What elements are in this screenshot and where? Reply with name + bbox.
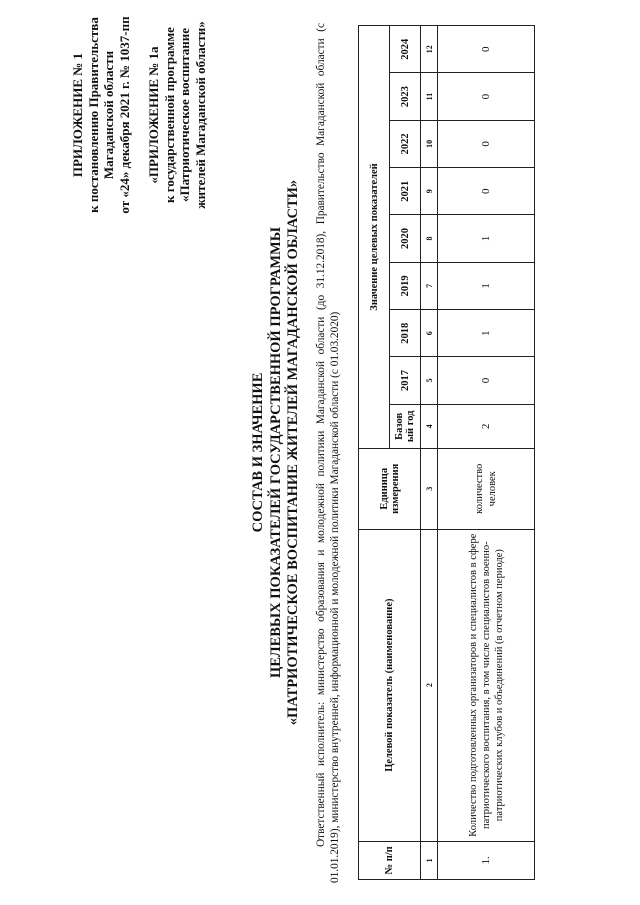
responsible-executor-text: [315, 23, 342, 883]
table-row: [438, 26, 535, 880]
column-number: 8: [421, 215, 438, 262]
header-values: Значение целевых показателей: [359, 26, 390, 449]
column-number: 9: [421, 168, 438, 215]
column-number: 12: [421, 26, 438, 73]
row-year-value: 0: [438, 73, 535, 120]
column-number: 4: [421, 404, 438, 448]
row-year-value: 0: [438, 168, 535, 215]
header-unit: Единица измерения: [359, 448, 421, 529]
row-num: 1.: [438, 841, 535, 879]
header-year: 2017: [390, 357, 421, 404]
column-number: 10: [421, 120, 438, 167]
appendix-1-block: [70, 5, 132, 225]
header-year: 2020: [390, 215, 421, 262]
column-number: 1: [421, 841, 438, 879]
appendix-1-line3: от «24» декабря 2021 г. № 1037-пп: [116, 16, 132, 214]
header-year: 2019: [390, 262, 421, 309]
row-indicator-name: Количество подготовленных организаторов и специалистов в сфере патриотического воспитания, в том числе специалистов военно-патриотических клубов и объединений (в отчетном периоде): [438, 529, 535, 841]
header-name: Целевой показатель (наименование): [359, 529, 421, 841]
appendix-1a-line3: жителей Магаданской области»: [192, 21, 208, 209]
row-base-value: 2: [438, 404, 535, 448]
row-year-value: 1: [438, 215, 535, 262]
header-num: № п/п: [359, 841, 421, 879]
responsible-text: Ответственный исполнитель: министерство образования и молодежной политики Магаданской области (до 31.12.2018), Правительство Магаданской области (с 01.01.2019), министерство внутренней, информационной и молодежной политики Магаданской области (с 01.03.2020): [315, 23, 341, 883]
column-number: 11: [421, 73, 438, 120]
document-title: [250, 0, 303, 905]
column-number: 3: [421, 448, 438, 529]
title-line3: «ПАТРИОТИЧЕСКОЕ ВОСПИТАНИЕ ЖИТЕЛЕЙ МАГАДАНСКОЙ ОБЛАСТИ»: [285, 179, 301, 726]
appendix-1a-block: [146, 5, 208, 225]
title-line2: ЦЕЛЕВЫХ ПОКАЗАТЕЛЕЙ ГОСУДАРСТВЕННОЙ ПРОГРАММЫ: [267, 227, 284, 678]
header-year: 2024: [390, 26, 421, 73]
header-year: 2021: [390, 168, 421, 215]
row-year-value: 0: [438, 120, 535, 167]
appendix-1a-title: «ПРИЛОЖЕНИЕ № 1а: [146, 46, 161, 184]
header-year: 2022: [390, 120, 421, 167]
header-base-year: Базов ый год: [390, 404, 421, 448]
header-year: 2023: [390, 73, 421, 120]
row-year-value: 0: [438, 26, 535, 73]
appendix-1a-line2: «Патриотическое воспитание: [177, 27, 192, 203]
row-unit: количество человек: [438, 448, 535, 529]
row-year-value: 1: [438, 310, 535, 357]
row-year-value: 1: [438, 262, 535, 309]
appendix-1-line1: к постановлению Правительства: [85, 17, 101, 213]
appendix-1-title: ПРИЛОЖЕНИЕ № 1: [70, 52, 85, 178]
header-year: 2018: [390, 310, 421, 357]
column-numbering-row: [421, 26, 438, 880]
appendix-1a-line1: к государственной программе: [161, 27, 177, 203]
appendix-1-line2: Магаданской области: [101, 50, 116, 180]
column-number: 7: [421, 262, 438, 309]
column-number: 6: [421, 310, 438, 357]
column-number: 2: [421, 529, 438, 841]
row-year-value: 0: [438, 357, 535, 404]
title-line1: СОСТАВ И ЗНАЧЕНИЕ: [250, 372, 266, 533]
table-header-row: [359, 26, 390, 880]
indicators-table: [358, 25, 535, 880]
column-number: 5: [421, 357, 438, 404]
